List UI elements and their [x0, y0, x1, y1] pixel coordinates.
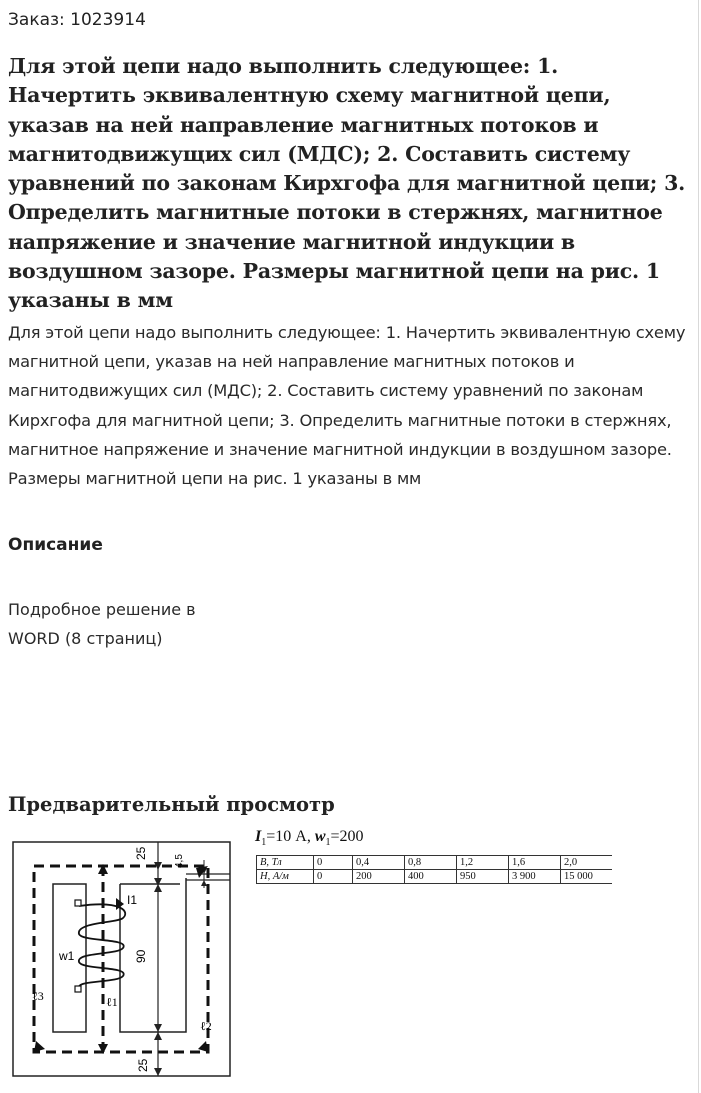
- gap-label: 4,5: [174, 854, 185, 868]
- dim-top-label: 25: [134, 846, 148, 860]
- page-title: Для этой цепи надо выполнить следующее: 1. Начертить эквивалентную схему магнитной цепи, указав на ней направление магнитных потоков и магнитодвижущих сил (МДС); 2. Составить систему уравнений по законам Кирхгофа для магнитной цепи; 3. Определить магнитные потоки в стержнях, магнитное напряжение и значение магнитной индукции в воздушном зазоре. Размеры магнитной цепи на рис. 1 указаны в мм: [8, 54, 686, 313]
- table-row: [257, 856, 613, 870]
- order-number: Заказ: 1023914: [8, 10, 146, 30]
- given-parameters: $I_1=10$ А, $w_1=200$: [255, 828, 364, 849]
- table-cell: 0,4: [353, 856, 405, 870]
- core-outer-outline: [13, 842, 230, 1076]
- turns-value: =200: [330, 828, 364, 845]
- path-l3-label: ℓ3: [32, 989, 44, 1003]
- winding-label: w1: [59, 949, 75, 963]
- table-cell: 200: [353, 870, 405, 884]
- page-border: [698, 0, 699, 1093]
- magnetization-table: [256, 855, 612, 884]
- turns-symbol: w: [314, 828, 326, 845]
- table-cell: 1,2: [457, 856, 509, 870]
- path-l2-label: ℓ2: [200, 1019, 212, 1033]
- table-cell: 0: [314, 870, 353, 884]
- current-value: =10 А,: [266, 828, 311, 845]
- table-cell: 1,6: [509, 856, 561, 870]
- table-cell: 2,0: [561, 856, 613, 870]
- table-cell: 3 900: [509, 870, 561, 884]
- preview-heading: Предварительный просмотр: [8, 793, 335, 816]
- table-cell: 400: [405, 870, 457, 884]
- magnetic-circuit-figure: [12, 838, 244, 1084]
- path-l1-label: ℓ1: [106, 995, 118, 1009]
- table-cell: 950: [457, 870, 509, 884]
- table-cell: 0: [314, 856, 353, 870]
- magnetic-circuit-drawing: [12, 838, 244, 1080]
- table-row: [257, 870, 613, 884]
- task-description: Для этой цепи надо выполнить следующее: 1. Начертить эквивалентную схему магнитной цепи, указав на ней направление магнитных потоков и магнитодвижущих сил (МДС); 2. Составить систему уравнений по законам Кирхгофа для магнитной цепи; 3. Определить магнитные потоки в стержнях, магнитное напряжение и значение магнитной индукции в воздушном зазоре. Размеры магнитной цепи на рис. 1 указаны в мм: [8, 323, 686, 489]
- description-heading: Описание: [8, 535, 103, 555]
- dim-mid-label: 90: [134, 949, 148, 963]
- table-cell: 0,8: [405, 856, 457, 870]
- current-label: I1: [127, 893, 138, 907]
- dim-bottom-label: 25: [136, 1058, 150, 1072]
- table-cell: B, Тл: [257, 856, 314, 870]
- current-symbol: I: [255, 828, 262, 845]
- table-cell: 15 000: [561, 870, 613, 884]
- solution-info: Подробное решение в WORD (8 страниц): [8, 600, 196, 648]
- table-cell: H, А/м: [257, 870, 314, 884]
